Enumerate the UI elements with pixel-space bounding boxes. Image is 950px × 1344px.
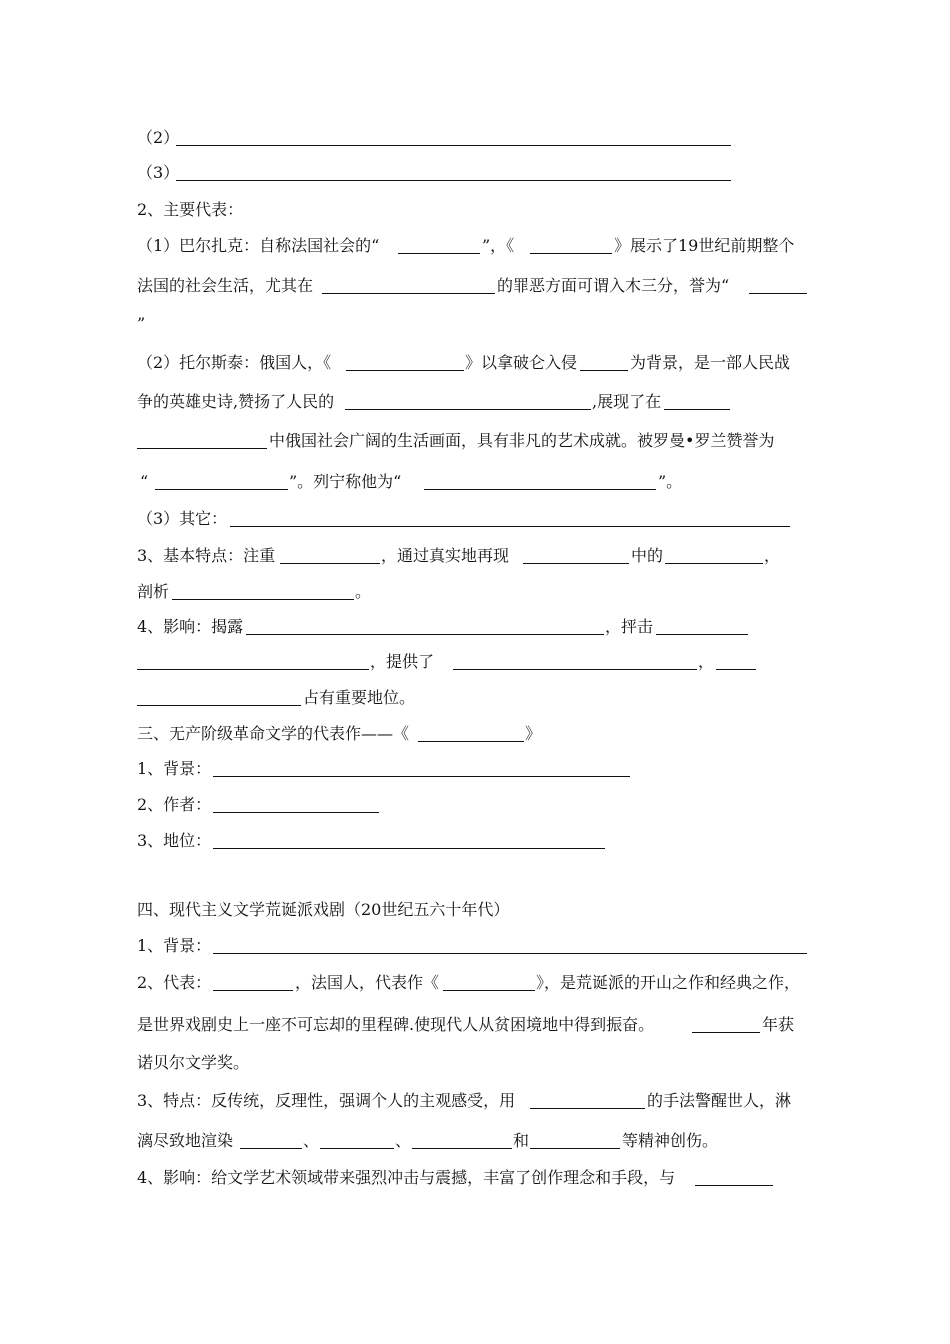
answer-blank[interactable] — [346, 353, 464, 371]
answer-blank[interactable] — [424, 472, 656, 490]
item-label: （2） — [137, 128, 180, 147]
answer-blank[interactable] — [137, 688, 301, 706]
answer-blank[interactable] — [240, 1131, 302, 1149]
text-segment: ，抨击 — [605, 617, 654, 636]
text-segment: 。 — [355, 582, 372, 601]
answer-blank[interactable] — [280, 546, 380, 564]
answer-blank[interactable] — [530, 1131, 620, 1149]
text-segment: 》以拿破仑入侵 — [465, 353, 578, 372]
text-segment: ，提供了 — [370, 652, 435, 671]
text-segment: 和 — [513, 1131, 530, 1150]
heading-text: 2、主要代表： — [137, 200, 244, 219]
answer-blank[interactable] — [692, 1015, 760, 1033]
text-segment: 等精神创伤。 — [622, 1131, 719, 1150]
text-segment: 中俄国社会广阔的生活画面，具有非凡的艺术成就。被罗曼•罗兰赞誉为 — [269, 431, 775, 450]
answer-blank[interactable] — [580, 353, 628, 371]
heading-text: 四、现代主义文学荒诞派戏剧（20世纪五六十年代） — [137, 900, 510, 919]
answer-blank[interactable] — [213, 795, 379, 813]
text-segment: 漓尽致地渲染 — [137, 1131, 234, 1150]
answer-blank[interactable] — [322, 276, 495, 294]
text-segment: （3）其它： — [137, 509, 228, 528]
text-segment: 的手法警醒世人，淋 — [647, 1091, 792, 1110]
answer-blank[interactable] — [155, 472, 288, 490]
text-segment: 为背景，是一部人民战 — [630, 353, 791, 372]
text-segment: 是世界戏剧史上一座不可忘却的里程碑.使现代人从贫困境地中得到振奋。 — [137, 1015, 655, 1034]
item-label: （3） — [137, 163, 180, 182]
text-segment: ，通过真实地再现 — [381, 546, 510, 565]
answer-blank[interactable] — [213, 936, 807, 954]
answer-blank[interactable] — [398, 236, 480, 254]
text-segment: 1、背景： — [137, 936, 212, 955]
text-segment: 2、作者： — [137, 795, 212, 814]
text-segment: 争的英雄史诗,赞扬了人民的 — [137, 392, 335, 411]
answer-blank[interactable] — [176, 128, 731, 146]
answer-blank[interactable] — [137, 652, 369, 670]
text-segment: 诺贝尔文学奖。 — [137, 1053, 250, 1072]
text-segment: 3、基本特点：注重 — [137, 546, 276, 565]
answer-blank[interactable] — [246, 617, 604, 635]
text-segment: （1）巴尔扎克：自称法国社会的“ — [137, 236, 380, 255]
text-segment: 》，是荒诞派的开山之作和经典之作， — [536, 973, 801, 992]
text-segment: 占有重要地位。 — [303, 688, 416, 707]
text-segment: 》 — [525, 724, 542, 743]
answer-blank[interactable] — [172, 582, 354, 600]
text-segment: 剖析 — [137, 582, 170, 601]
answer-blank[interactable] — [137, 431, 267, 449]
text-segment: 3、地位： — [137, 831, 212, 850]
answer-blank[interactable] — [664, 392, 730, 410]
text-segment: ”，《 — [482, 236, 515, 255]
answer-blank[interactable] — [320, 1131, 394, 1149]
answer-blank[interactable] — [176, 163, 731, 181]
answer-blank[interactable] — [453, 652, 697, 670]
text-segment: 的罪恶方面可谓入木三分，誉为“ — [497, 276, 730, 295]
answer-blank[interactable] — [530, 236, 612, 254]
text-segment: ，法国人，代表作《 — [295, 973, 440, 992]
answer-blank[interactable] — [716, 652, 756, 670]
text-segment: ”。 — [658, 472, 683, 491]
text-segment: 》展示了19世纪前期整个 — [614, 236, 795, 255]
text-segment: 4、影响：揭露 — [137, 617, 244, 636]
text-segment: “ — [140, 472, 149, 491]
text-segment: ”。列宁称他为“ — [289, 472, 402, 491]
text-segment: 年获 — [762, 1015, 795, 1034]
answer-blank[interactable] — [345, 392, 591, 410]
answer-blank[interactable] — [656, 617, 748, 635]
text-segment: 法国的社会生活，尤其在 — [137, 276, 314, 295]
text-segment: ” — [137, 314, 146, 333]
text-segment: 中的 — [631, 546, 664, 565]
answer-blank[interactable] — [523, 546, 629, 564]
text-segment: ， — [698, 652, 715, 671]
text-segment: 3、特点：反传统，反理性，强调个人的主观感受，用 — [137, 1091, 516, 1110]
text-segment: 、 — [303, 1131, 320, 1150]
text-segment: 三、无产阶级革命文学的代表作——《 — [137, 724, 410, 743]
text-segment: 4、影响：给文学艺术领域带来强烈冲击与震撼，丰富了创作理念和手段，与 — [137, 1168, 676, 1187]
answer-blank[interactable] — [443, 973, 535, 991]
answer-blank[interactable] — [665, 546, 763, 564]
text-segment: 1、背景： — [137, 759, 212, 778]
text-segment: （2）托尔斯泰：俄国人，《 — [137, 353, 332, 372]
text-segment: ,展现了在 — [592, 392, 662, 411]
answer-blank[interactable] — [412, 1131, 512, 1149]
text-segment: 、 — [395, 1131, 412, 1150]
answer-blank[interactable] — [695, 1168, 773, 1186]
answer-blank[interactable] — [530, 1091, 645, 1109]
answer-blank[interactable] — [749, 276, 807, 294]
answer-blank[interactable] — [418, 724, 524, 742]
answer-blank[interactable] — [213, 831, 605, 849]
answer-blank[interactable] — [213, 759, 630, 777]
answer-blank[interactable] — [213, 973, 293, 991]
answer-blank[interactable] — [230, 509, 790, 527]
text-segment: 2、代表： — [137, 973, 212, 992]
text-segment: ， — [764, 546, 781, 565]
